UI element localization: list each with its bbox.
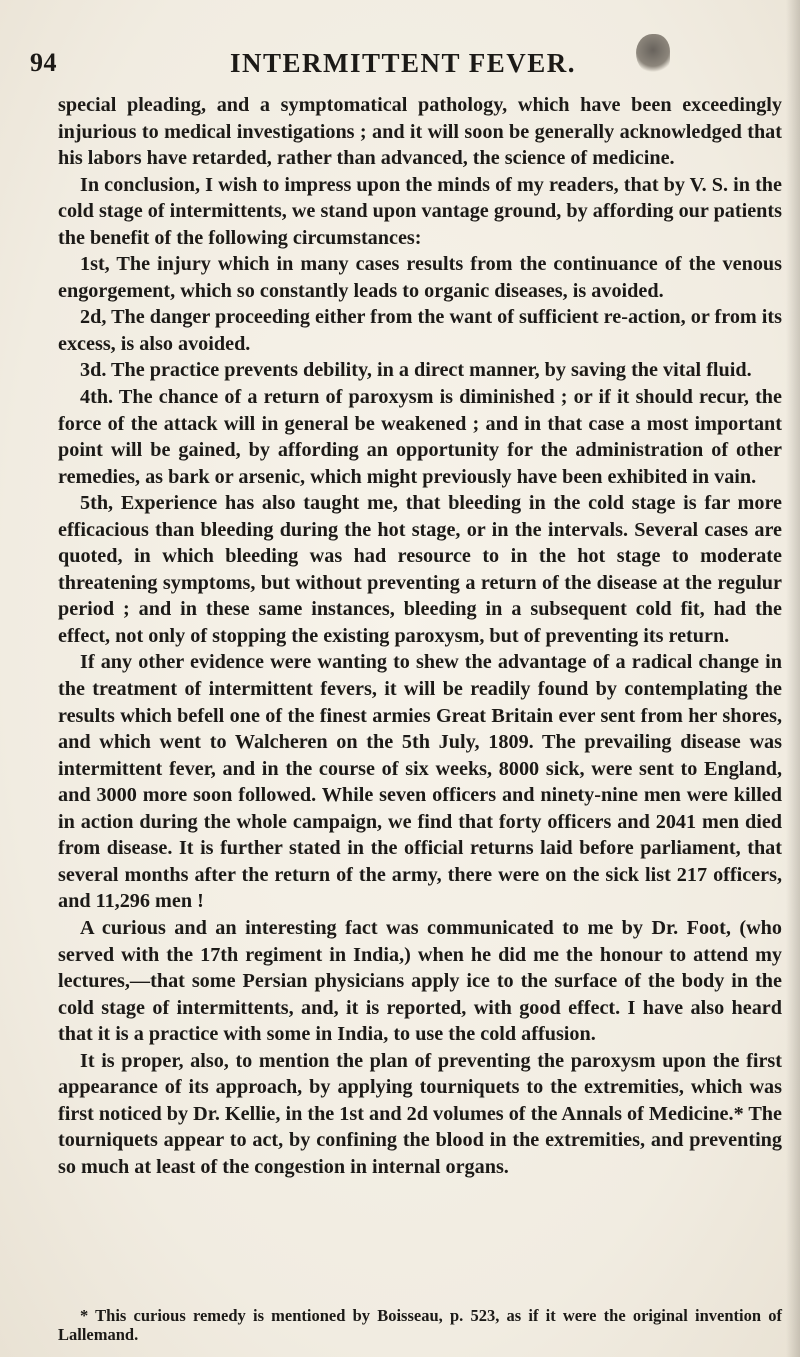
- paragraph-point-5: 5th, Experience has also taught me, that bleeding in the cold stage is far more efficacious than bleeding during the hot stage, or in the intervals. Several cases are quoted, in which bleeding was had resource to in the hot stage to moderate threatening symptoms, but without preventing a return of the disease at the regulur period ; and in these same instances, bleeding in a subsequent cold fit, had the effect, not only of stopping the existing paroxysm, but of preventing its return.: [58, 492, 782, 647]
- page-header: [18, 48, 788, 82]
- paragraph-point-1: 1st, The injury which in many cases results from the continuance of the venous engorgement, which so constantly leads to organic diseases, is avoided.: [58, 253, 782, 302]
- footnote-text: * This curious remedy is mentioned by Boisseau, p. 523, as if it were the original invention of Lallemand.: [58, 1306, 782, 1344]
- paragraph-point-2: 2d, The danger proceeding either from the want of sufficient re-action, or from its excess, is also avoided.: [58, 306, 782, 355]
- paragraph-conclusion: In conclusion, I wish to impress upon the minds of my readers, that by V. S. in the cold stage of intermittents, we stand upon vantage ground, by affording our patients the benefit of the following circumstances:: [58, 173, 782, 249]
- body-text: [58, 92, 782, 1180]
- page-edge-shadow: [786, 0, 800, 1357]
- paragraph-point-4: 4th. The chance of a return of paroxysm is diminished ; or if it should recur, the force of the attack will in general be weakened ; and in that case a most important point will be gained, by affording an opportunity for the administration of other remedies, as bark or arsenic, which might previously have been exhibited in vain.: [58, 386, 782, 488]
- paragraph-walcheren: If any other evidence were wanting to shew the advantage of a radical change in the treatment of intermittent fevers, it will be readily found by contemplating the results which befell one of the finest armies Great Britain ever sent from her shores, and which went to Walcheren on the 5th July, 1809. The prevailing disease was intermittent fever, and in the course of six weeks, 8000 sick, were sent to England, and 3000 more soon followed. While seven officers and ninety-nine men were killed in action during the whole campaign, we find that forty officers and 2041 men died from disease. It is further stated in the official returns laid before parliament, that several months after the return of the army, there were on the sick list 217 officers, and 11,296 men !: [58, 651, 782, 913]
- paragraph-persian-ice: A curious and an interesting fact was communicated to me by Dr. Foot, (who served with the 17th regiment in India,) when he did me the honour to attend my lectures,—that some Persian physicians apply ice to the surface of the body in the cold stage of intermittents, and, it is reported, with good effect. I have also heard that it is a practice with some in India, to use the cold affusion.: [58, 916, 782, 1046]
- paragraph-tourniquets: It is proper, also, to mention the plan of preventing the paroxysm upon the first appearance of its approach, by applying tourniquets to the extremities, which was first noticed by Dr. Kellie, in the 1st and 2d volumes of the Annals of Medicine.* The tourniquets appear to act, by confining the blood in the extremities, and preventing so much at least of the congestion in internal organs.: [58, 1049, 782, 1178]
- paragraph-continuation: special pleading, and a symptomatical pathology, which have been exceedingly injurious to medical investigations ; and it will soon be generally acknowledged that his labors have retarded, rather than advanced, the science of medicine.: [58, 94, 782, 170]
- running-title: INTERMITTENT FEVER.: [229, 48, 577, 78]
- paragraph-point-3: 3d. The practice prevents debility, in a direct manner, by saving the vital fluid.: [80, 359, 752, 382]
- footnote: [58, 1306, 782, 1344]
- page-number: 94: [30, 48, 57, 77]
